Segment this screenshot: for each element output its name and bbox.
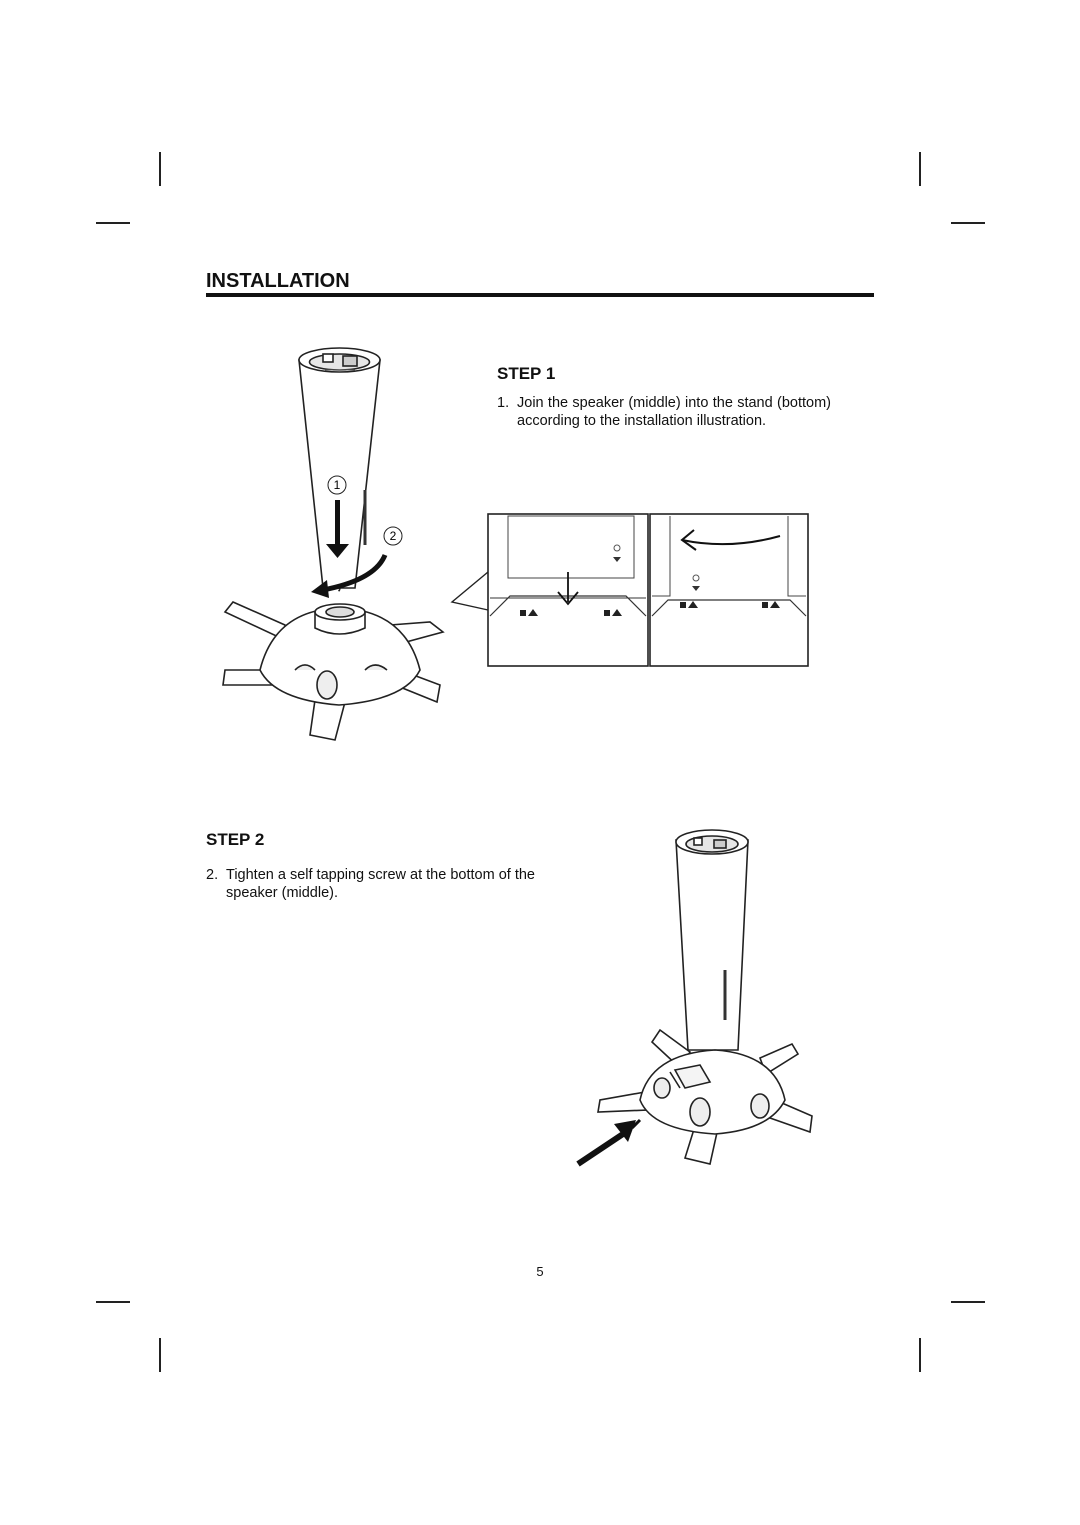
lock-unlock-detail-illustration <box>450 512 810 668</box>
crop-mark <box>159 1338 161 1372</box>
screw-tightening-illustration <box>570 820 830 1170</box>
step1-heading: STEP 1 <box>497 364 556 383</box>
page-title: INSTALLATION <box>206 270 350 292</box>
crop-mark <box>951 222 985 224</box>
page-number: 5 <box>536 1264 544 1279</box>
speaker-joining-stand-illustration <box>215 340 455 750</box>
step1-number: 1. <box>497 395 510 411</box>
screw-arrow-icon <box>578 1120 636 1164</box>
step1-instruction <box>497 394 831 430</box>
crop-mark <box>96 1301 130 1303</box>
step2-heading: STEP 2 <box>206 830 265 849</box>
title-underline <box>206 293 874 297</box>
step2-text: Tighten a self tapping screw at the bottom of the speaker (middle). <box>226 867 535 901</box>
step1-text: Join the speaker (middle) into the stand (bottom) according to the installation illustration. <box>517 395 831 429</box>
crop-mark <box>96 222 130 224</box>
crop-mark <box>159 152 161 186</box>
step2-number: 2. <box>206 867 219 883</box>
stand-base <box>223 602 443 740</box>
crop-mark <box>919 1338 921 1372</box>
step2-instruction <box>206 866 546 902</box>
crop-mark <box>919 152 921 186</box>
callout-1 <box>328 476 346 494</box>
stand-base <box>598 1030 812 1164</box>
svg-text:2: 2 <box>389 529 397 543</box>
svg-text:1: 1 <box>333 478 341 492</box>
callout-2 <box>384 527 402 545</box>
crop-mark <box>951 1301 985 1303</box>
